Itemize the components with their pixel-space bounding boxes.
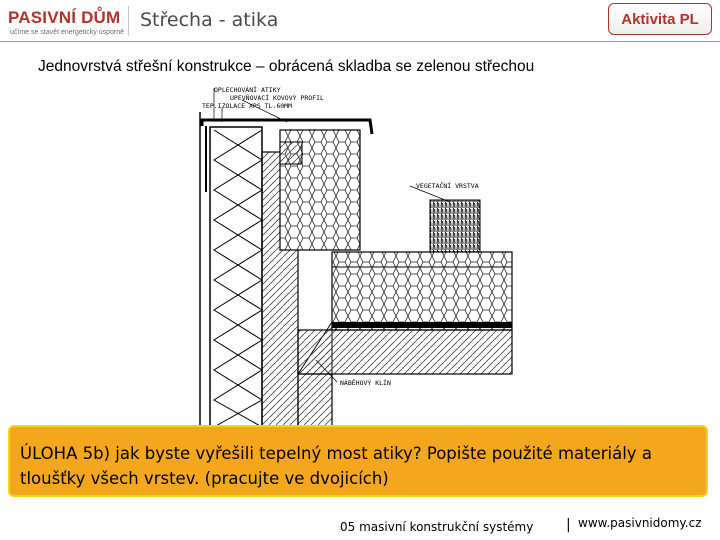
logo-tagline: učíme se stavět energeticky úsporně	[10, 29, 125, 36]
page-title: Střecha - atika	[140, 9, 279, 31]
logo	[8, 8, 124, 40]
wall-insulation	[210, 127, 262, 427]
logo-title: PASIVNÍ DŮM	[8, 8, 121, 27]
vegetation-layer	[430, 200, 480, 252]
header-rule	[0, 41, 720, 42]
footer-course: 05 masivní konstrukční systémy	[340, 520, 534, 534]
slide-subtitle: Jednovrstvá střešní konstrukce – obrácená skladba se zelenou střechou	[38, 58, 535, 75]
label-wedge: NÁBĚHOVÝ KLÍN	[340, 379, 391, 387]
label-xps: TEP.IZOLACE XPS TL.60MM	[202, 102, 293, 110]
waterproofing-membrane	[332, 322, 512, 328]
footer-website: www.pasivnidomy.cz	[578, 516, 702, 530]
roof-parapet-section-drawing	[192, 82, 522, 427]
header-divider	[128, 6, 129, 36]
label-vegetation: VEGETAČNÍ VRSTVA	[416, 182, 479, 190]
task-box	[8, 425, 708, 497]
activity-badge: Aktivita PL	[608, 3, 712, 35]
footer-separator: |	[566, 517, 571, 533]
task-text: ÚLOHA 5b) jak byste vyřešili tepelný most atiky? Popište použité materiály a tloušťky všech vrstev. (pracujte ve dvojicích)	[20, 444, 652, 488]
label-flashing: OPLECHOVÁNÍ ATIKY	[214, 86, 281, 94]
roof-slab	[298, 330, 512, 374]
roof-xps-layer	[332, 252, 512, 330]
label-metal-profile: UPEVŇOVACÍ KOVOVÝ PROFIL	[230, 94, 324, 102]
